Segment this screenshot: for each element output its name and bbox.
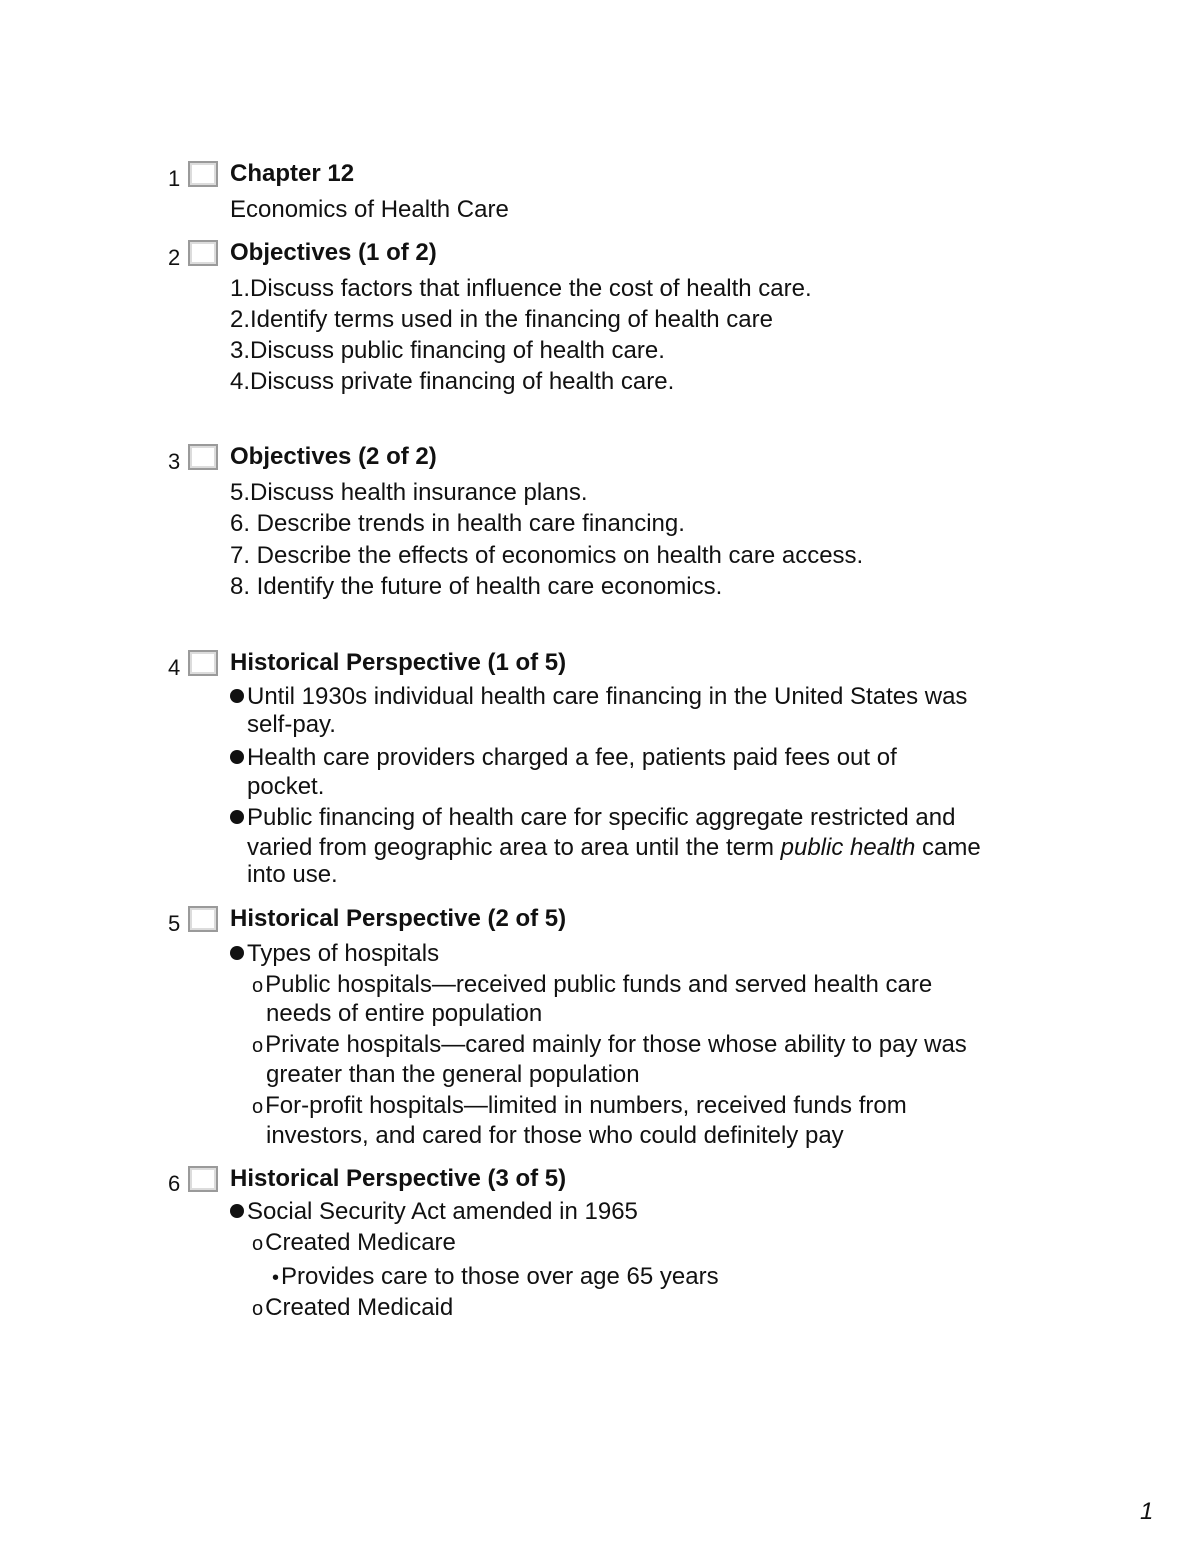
sub-bullet-continuation: needs of entire population xyxy=(266,1000,543,1027)
slide-thumbnail-checkbox[interactable] xyxy=(188,906,218,932)
slide-thumbnail-checkbox[interactable] xyxy=(188,444,218,470)
sub-bullet-item: oPrivate hospitals—cared mainly for those whose ability to pay was xyxy=(252,1031,967,1058)
bullet-continuation: self-pay. xyxy=(247,711,336,738)
slide-title: Chapter 12 xyxy=(230,160,355,187)
slide-title: Historical Perspective (1 of 5) xyxy=(230,649,567,676)
bullet-continuation: varied from geographic area to area until the term public health came xyxy=(247,834,981,861)
sub-bullet-item: oPublic hospitals—received public funds and served health care xyxy=(252,971,933,998)
bullet-item: Public financing of health care for specific aggregate restricted and xyxy=(230,804,955,832)
dot-bullet-icon: • xyxy=(272,1267,280,1289)
slide-number: 1 xyxy=(168,166,181,191)
bullet-icon xyxy=(230,689,244,703)
slide-thumbnail-checkbox[interactable] xyxy=(188,650,218,676)
objective-item: 2.Identify terms used in the financing of health care xyxy=(230,306,773,333)
circle-bullet-icon: o xyxy=(252,1035,264,1057)
slide-title: Objectives (2 of 2) xyxy=(230,443,437,470)
objective-item: 3.Discuss public financing of health care. xyxy=(230,337,665,364)
bullet-item: Until 1930s individual health care financing in the United States was xyxy=(230,683,967,711)
bullet-continuation: into use. xyxy=(247,861,338,888)
slide-title: Objectives (1 of 2) xyxy=(230,239,437,266)
objective-item: 1.Discuss factors that influence the cost of health care. xyxy=(230,275,812,302)
slide-title: Historical Perspective (2 of 5) xyxy=(230,905,567,932)
sub-bullet-continuation: investors, and cared for those who could definitely pay xyxy=(266,1122,844,1149)
slide-thumbnail-checkbox[interactable] xyxy=(188,1166,218,1192)
sub-bullet-continuation: greater than the general population xyxy=(266,1061,640,1088)
objective-item: 5.Discuss health insurance plans. xyxy=(230,479,588,506)
slide-title: Historical Perspective (3 of 5) xyxy=(230,1165,567,1192)
bullet-icon xyxy=(230,1204,244,1218)
circle-bullet-icon: o xyxy=(252,1233,264,1255)
bullet-continuation: pocket. xyxy=(247,773,325,800)
sub-bullet-item: oCreated Medicaid xyxy=(252,1294,454,1321)
sub-sub-bullet-item: •Provides care to those over age 65 years xyxy=(272,1263,719,1290)
circle-bullet-icon: o xyxy=(252,1096,264,1118)
circle-bullet-icon: o xyxy=(252,975,264,997)
slide-number: 5 xyxy=(168,911,181,936)
sub-bullet-item: oFor-profit hospitals—limited in numbers, received funds from xyxy=(252,1092,907,1119)
slide-text-line: Economics of Health Care xyxy=(230,196,509,223)
slide-number: 3 xyxy=(168,449,181,474)
slide-number: 6 xyxy=(168,1171,181,1196)
bullet-icon xyxy=(230,810,244,824)
objective-item: 7. Describe the effects of economics on health care access. xyxy=(230,542,864,569)
circle-bullet-icon: o xyxy=(252,1298,264,1320)
slide-thumbnail-checkbox[interactable] xyxy=(188,161,218,187)
objective-item: 4.Discuss private financing of health care. xyxy=(230,368,675,395)
bullet-item: Social Security Act amended in 1965 xyxy=(230,1198,638,1226)
page-number: 1 xyxy=(1140,1498,1154,1525)
bullet-icon xyxy=(230,946,244,960)
bullet-icon xyxy=(230,750,244,764)
slide-number: 4 xyxy=(168,655,181,680)
slide-thumbnail-checkbox[interactable] xyxy=(188,240,218,266)
bullet-item: Health care providers charged a fee, patients paid fees out of xyxy=(230,744,897,772)
objective-item: 6. Describe trends in health care financing. xyxy=(230,510,685,537)
sub-bullet-item: oCreated Medicare xyxy=(252,1229,456,1256)
objective-item: 8. Identify the future of health care economics. xyxy=(230,573,723,600)
emphasis-text: public health xyxy=(780,834,916,861)
bullet-item: Types of hospitals xyxy=(230,940,439,968)
slide-number: 2 xyxy=(168,245,181,270)
